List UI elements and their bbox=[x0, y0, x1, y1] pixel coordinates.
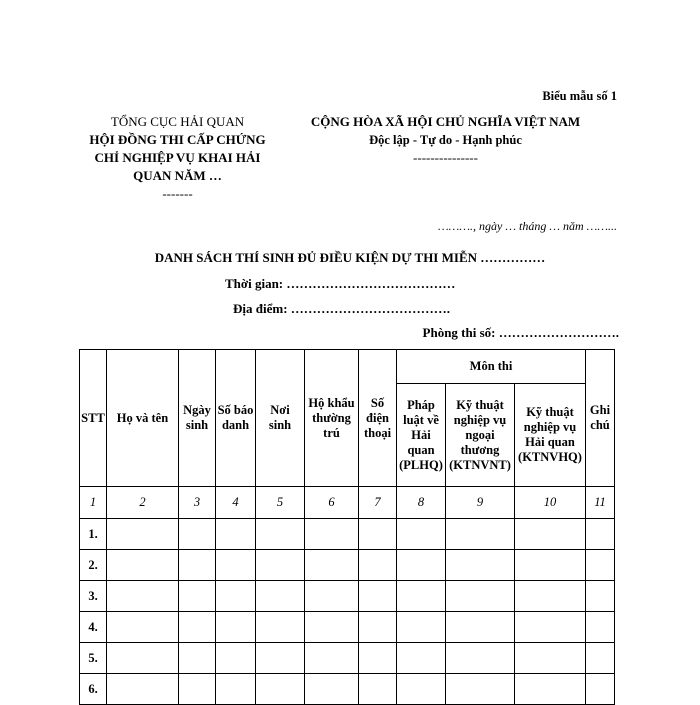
cell-candidate-number bbox=[216, 581, 256, 612]
column-index: 8 bbox=[397, 487, 446, 519]
cell-birthplace bbox=[256, 519, 305, 550]
row-number: 6. bbox=[80, 674, 107, 705]
agency-name: TỔNG CỤC HẢI QUAN bbox=[110, 114, 245, 129]
cell-dob bbox=[179, 581, 216, 612]
cell-residence bbox=[305, 550, 359, 581]
cell-plhq bbox=[397, 550, 446, 581]
exam-time-line: Thời gian: ………………………………… bbox=[225, 276, 456, 291]
date-line: ………., ngày … tháng … năm ……... bbox=[437, 219, 617, 233]
col-header-ktnvnt: Kỹ thuật nghiệp vụ ngoại thương (KTNVNT) bbox=[446, 384, 515, 487]
column-index: 1 bbox=[80, 487, 107, 519]
col-header-phone: Số điện thoại bbox=[359, 350, 397, 487]
cell-plhq bbox=[397, 612, 446, 643]
exam-place-line: Địa điểm: ………………………………. bbox=[233, 301, 451, 316]
form-number: Biểu mẫu số 1 bbox=[542, 89, 617, 103]
table-row bbox=[80, 519, 615, 550]
cell-plhq bbox=[397, 581, 446, 612]
cell-note bbox=[586, 550, 615, 581]
cell-dob bbox=[179, 550, 216, 581]
column-index-row bbox=[80, 487, 615, 519]
cell-plhq bbox=[397, 519, 446, 550]
row-number: 4. bbox=[80, 612, 107, 643]
cell-residence bbox=[305, 643, 359, 674]
col-header-dob: Ngày sinh bbox=[179, 350, 216, 487]
row-number: 5. bbox=[80, 643, 107, 674]
table-row bbox=[80, 612, 615, 643]
cell-ktnvnt bbox=[446, 519, 515, 550]
column-index: 10 bbox=[515, 487, 586, 519]
row-number: 3. bbox=[80, 581, 107, 612]
cell-dob bbox=[179, 612, 216, 643]
column-index: 7 bbox=[359, 487, 397, 519]
col-header-stt: STT bbox=[80, 350, 107, 487]
cell-ktnvnt bbox=[446, 643, 515, 674]
cell-candidate-number bbox=[216, 550, 256, 581]
col-header-plhq: Pháp luật về Hải quan (PLHQ) bbox=[397, 384, 446, 487]
cell-ktnvnt bbox=[446, 612, 515, 643]
council-name-line-3: QUAN NĂM … bbox=[133, 168, 222, 183]
nation-name: CỘNG HÒA XÃ HỘI CHỦ NGHĨA VIỆT NAM bbox=[310, 114, 581, 129]
col-header-ktnvhq: Kỹ thuật nghiệp vụ Hải quan (KTNVHQ) bbox=[515, 384, 586, 487]
column-index: 6 bbox=[305, 487, 359, 519]
cell-name bbox=[107, 550, 179, 581]
cell-ktnvhq bbox=[515, 519, 586, 550]
cell-ktnvhq bbox=[515, 550, 586, 581]
cell-phone bbox=[359, 612, 397, 643]
cell-dob bbox=[179, 643, 216, 674]
cell-phone bbox=[359, 581, 397, 612]
cell-note bbox=[586, 519, 615, 550]
cell-candidate-number bbox=[216, 643, 256, 674]
national-header-block bbox=[293, 113, 598, 167]
column-index: 9 bbox=[446, 487, 515, 519]
cell-birthplace bbox=[256, 643, 305, 674]
cell-birthplace bbox=[256, 581, 305, 612]
table-row bbox=[80, 643, 615, 674]
column-index: 4 bbox=[216, 487, 256, 519]
col-header-subjects: Môn thi bbox=[397, 350, 586, 384]
council-name-line-1: HỘI ĐỒNG THI CẤP CHỨNG bbox=[89, 132, 266, 147]
cell-note bbox=[586, 612, 615, 643]
document-title: DANH SÁCH THÍ SINH ĐỦ ĐIỀU KIỆN DỰ THI MIỄN …………… bbox=[154, 250, 546, 265]
col-header-residence: Hộ khẩu thường trú bbox=[305, 350, 359, 487]
cell-plhq bbox=[397, 643, 446, 674]
cell-dob bbox=[179, 519, 216, 550]
cell-name bbox=[107, 612, 179, 643]
cell-name bbox=[107, 581, 179, 612]
cell-candidate-number bbox=[216, 612, 256, 643]
table-row bbox=[80, 550, 615, 581]
cell-ktnvnt bbox=[446, 550, 515, 581]
column-index: 5 bbox=[256, 487, 305, 519]
cell-note bbox=[586, 581, 615, 612]
column-index: 11 bbox=[586, 487, 615, 519]
table-row bbox=[80, 581, 615, 612]
right-header-rule: --------------- bbox=[413, 150, 478, 165]
cell-birthplace bbox=[256, 550, 305, 581]
cell-name bbox=[107, 519, 179, 550]
col-header-name: Họ và tên bbox=[107, 350, 179, 487]
cell-name bbox=[107, 643, 179, 674]
left-header-rule: ------- bbox=[162, 186, 193, 201]
row-number: 1. bbox=[80, 519, 107, 550]
cell-residence bbox=[305, 612, 359, 643]
cell-residence bbox=[305, 519, 359, 550]
cell-phone bbox=[359, 550, 397, 581]
candidate-list-table bbox=[79, 349, 615, 705]
cell-phone bbox=[359, 519, 397, 550]
cell-birthplace bbox=[256, 612, 305, 643]
cell-ktnvhq bbox=[515, 581, 586, 612]
col-header-candidate-number: Số báo danh bbox=[216, 350, 256, 487]
col-header-birthplace: Nơi sinh bbox=[256, 350, 305, 487]
header-row-1 bbox=[80, 350, 615, 384]
council-name-line-2: CHỈ NGHIỆP VỤ KHAI HẢI bbox=[94, 150, 261, 165]
cell-candidate-number bbox=[216, 519, 256, 550]
row-number: 2. bbox=[80, 550, 107, 581]
cell-note bbox=[586, 643, 615, 674]
column-index: 3 bbox=[179, 487, 216, 519]
col-header-note: Ghi chú bbox=[586, 350, 615, 487]
cell-ktnvhq bbox=[515, 612, 586, 643]
cell-ktnvhq bbox=[515, 643, 586, 674]
cell-ktnvnt bbox=[446, 581, 515, 612]
issuing-agency-block bbox=[75, 113, 280, 203]
cell-phone bbox=[359, 643, 397, 674]
cell-residence bbox=[305, 581, 359, 612]
national-motto: Độc lập - Tự do - Hạnh phúc bbox=[369, 133, 522, 147]
column-index: 2 bbox=[107, 487, 179, 519]
exam-room-line: Phòng thi số: ………………………. bbox=[422, 325, 619, 340]
